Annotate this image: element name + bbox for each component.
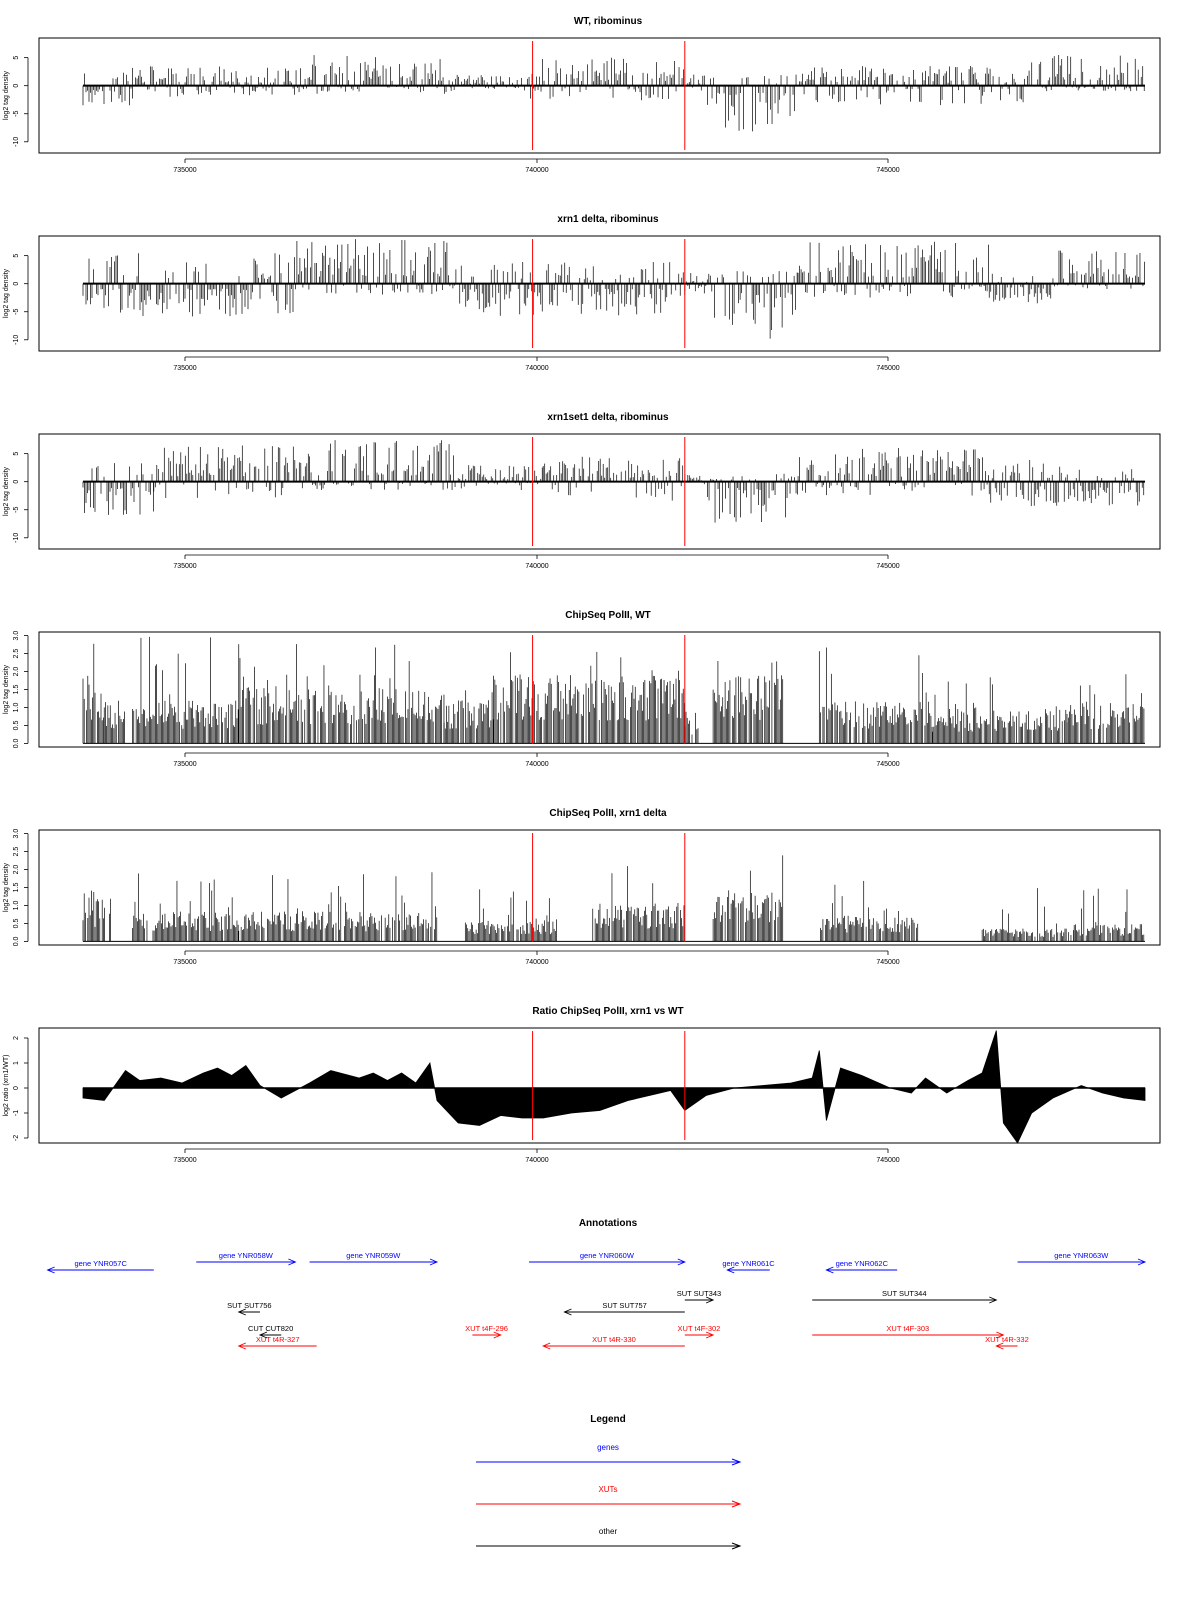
- y-tick-label: 0.5: [13, 918, 20, 929]
- chart-panel-5: [3, 808, 1160, 966]
- y-tick-label: 0.0: [13, 738, 20, 749]
- feature-label: gene YNR058W: [218, 1251, 273, 1260]
- x-tick-label: 740000: [525, 365, 549, 372]
- annotation-feature: [465, 1324, 508, 1338]
- y-tick-label: 0: [13, 479, 20, 484]
- data-marks: [83, 1031, 1145, 1144]
- x-tick-label: 745000: [876, 365, 900, 372]
- annotation-feature: [812, 1289, 996, 1303]
- y-tick-label: 1: [13, 1061, 20, 1065]
- data-marks: [83, 437, 1145, 546]
- chart-title: Ratio ChipSeq PolII, xrn1 vs WT: [532, 1006, 684, 1017]
- annotation-feature: [543, 1335, 685, 1349]
- chart-title: xrn1set1 delta, ribominus: [547, 412, 669, 423]
- annotation-feature: [678, 1324, 721, 1338]
- annotation-feature: [529, 1251, 685, 1265]
- feature-label: XUT t4R-327: [255, 1335, 300, 1344]
- y-tick-label: 0: [13, 1086, 20, 1090]
- x-tick-label: 745000: [876, 761, 900, 768]
- feature-label: SUT SUT757: [602, 1301, 647, 1310]
- x-tick-label: 745000: [876, 563, 900, 570]
- y-tick-label: 0.5: [13, 720, 20, 731]
- x-tick-label: 735000: [173, 1157, 197, 1164]
- legend-label: XUTs: [598, 1485, 618, 1494]
- data-marks: [83, 41, 1145, 150]
- chart-title: ChipSeq PolII, xrn1 delta: [549, 808, 667, 819]
- feature-label: gene YNR060W: [579, 1251, 634, 1260]
- x-tick-label: 740000: [525, 959, 549, 966]
- x-tick-label: 735000: [173, 365, 197, 372]
- y-tick-label: 5: [13, 253, 21, 258]
- y-tick-label: 5: [13, 55, 20, 60]
- feature-label: gene YNR057C: [74, 1259, 127, 1268]
- data-marks: [83, 239, 1145, 348]
- annotation-feature: [677, 1289, 721, 1303]
- y-tick-label: 1.5: [13, 684, 20, 695]
- annotation-feature: [1018, 1251, 1145, 1265]
- feature-label: CUT CUT820: [247, 1324, 294, 1333]
- data-marks: [83, 833, 1145, 942]
- chart-title: WT, ribominus: [573, 16, 643, 27]
- annotation-feature: [239, 1335, 317, 1349]
- feature-label: gene YNR059W: [346, 1251, 401, 1260]
- y-tick-label: -10: [13, 334, 20, 345]
- plot-frame: [39, 434, 1160, 549]
- data-marks: [83, 635, 1145, 744]
- y-tick-label: 1.5: [13, 882, 20, 893]
- annotation-feature: [564, 1301, 684, 1315]
- annotation-feature: [310, 1251, 437, 1265]
- x-tick-label: 735000: [173, 959, 197, 966]
- y-tick-label: 1.0: [13, 900, 20, 911]
- y-axis-label: log2 tag density: [3, 70, 10, 121]
- x-tick-label: 740000: [525, 761, 549, 768]
- y-tick-label: 2: [13, 1036, 20, 1040]
- y-axis-label: log2 tag density: [3, 268, 10, 319]
- legend-title: Legend: [590, 1414, 626, 1425]
- y-tick-label: -1: [13, 1109, 20, 1117]
- annotation-feature: [196, 1251, 295, 1265]
- annotations-title: Annotations: [578, 1218, 638, 1229]
- y-tick-label: -5: [13, 506, 20, 513]
- legend-panel: [476, 1414, 740, 1549]
- chart-panel-3: [3, 412, 1160, 570]
- feature-label: SUT SUT343: [676, 1289, 722, 1298]
- feature-label: XUT t4F-303: [886, 1324, 930, 1333]
- y-axis-label: log2 tag density: [3, 862, 10, 913]
- y-tick-label: 2.0: [13, 864, 20, 875]
- x-tick-label: 735000: [173, 563, 197, 570]
- ratio-area: [83, 1031, 1145, 1144]
- chart-panel-2: [3, 214, 1160, 372]
- y-tick-label: -5: [13, 308, 20, 315]
- annotation-feature: [826, 1259, 897, 1273]
- x-tick-label: 740000: [525, 563, 549, 570]
- y-tick-label: -5: [13, 110, 20, 117]
- y-axis-label: log2 ratio (xrn1/WT): [3, 1054, 10, 1117]
- chart-title: ChipSeq PolII, WT: [565, 610, 651, 621]
- legend-entry: [476, 1443, 740, 1465]
- annotation-feature: [722, 1259, 775, 1273]
- chart-panel-6: [3, 1006, 1160, 1164]
- annotation-feature: [985, 1335, 1029, 1349]
- annotation-feature: [227, 1301, 271, 1315]
- y-tick-label: -2: [13, 1134, 20, 1142]
- y-axis-label: log2 tag density: [3, 664, 10, 715]
- y-tick-label: 2.5: [13, 648, 20, 659]
- y-tick-label: 0: [13, 83, 20, 88]
- y-tick-label: -10: [13, 532, 20, 543]
- plot-frame: [39, 38, 1160, 153]
- chart-panel-4: [3, 610, 1160, 768]
- x-tick-label: 740000: [525, 1157, 549, 1164]
- chart-panel-1: [3, 16, 1160, 174]
- x-tick-label: 735000: [173, 761, 197, 768]
- y-tick-label: 2.5: [13, 846, 20, 857]
- feature-label: SUT SUT756: [227, 1301, 272, 1310]
- feature-label: XUT t4R-332: [985, 1335, 1029, 1344]
- y-axis-label: log2 tag density: [3, 466, 10, 517]
- legend-entry: [476, 1485, 740, 1507]
- x-tick-label: 745000: [876, 167, 900, 174]
- feature-label: gene YNR062C: [835, 1259, 889, 1268]
- x-tick-label: 745000: [876, 1157, 900, 1164]
- legend-label: other: [598, 1527, 618, 1536]
- x-tick-label: 745000: [876, 959, 900, 966]
- chart-title: xrn1 delta, ribominus: [557, 214, 659, 225]
- x-tick-label: 740000: [525, 167, 549, 174]
- feature-label: XUT t4F-296: [465, 1324, 508, 1333]
- annotation-feature: [812, 1324, 1003, 1338]
- y-tick-label: 1.0: [13, 702, 20, 713]
- annotations-panel: [48, 1218, 1145, 1349]
- x-tick-label: 735000: [173, 167, 197, 174]
- feature-label: XUT t4R-330: [592, 1335, 636, 1344]
- feature-label: gene YNR061C: [722, 1259, 775, 1268]
- legend-entry: [476, 1527, 740, 1549]
- y-tick-label: -10: [13, 136, 20, 147]
- y-tick-label: 3.0: [13, 630, 20, 641]
- feature-label: gene YNR063W: [1054, 1251, 1109, 1260]
- y-tick-label: 5: [13, 451, 20, 456]
- annotation-feature: [48, 1259, 154, 1273]
- y-tick-label: 2.0: [13, 666, 20, 677]
- feature-label: XUT t4F-302: [677, 1324, 721, 1333]
- y-tick-label: 0.0: [13, 936, 20, 947]
- y-tick-label: 0: [13, 281, 20, 286]
- y-tick-label: 3.0: [13, 828, 20, 839]
- legend-label: genes: [597, 1443, 619, 1452]
- feature-label: SUT SUT344: [882, 1289, 927, 1298]
